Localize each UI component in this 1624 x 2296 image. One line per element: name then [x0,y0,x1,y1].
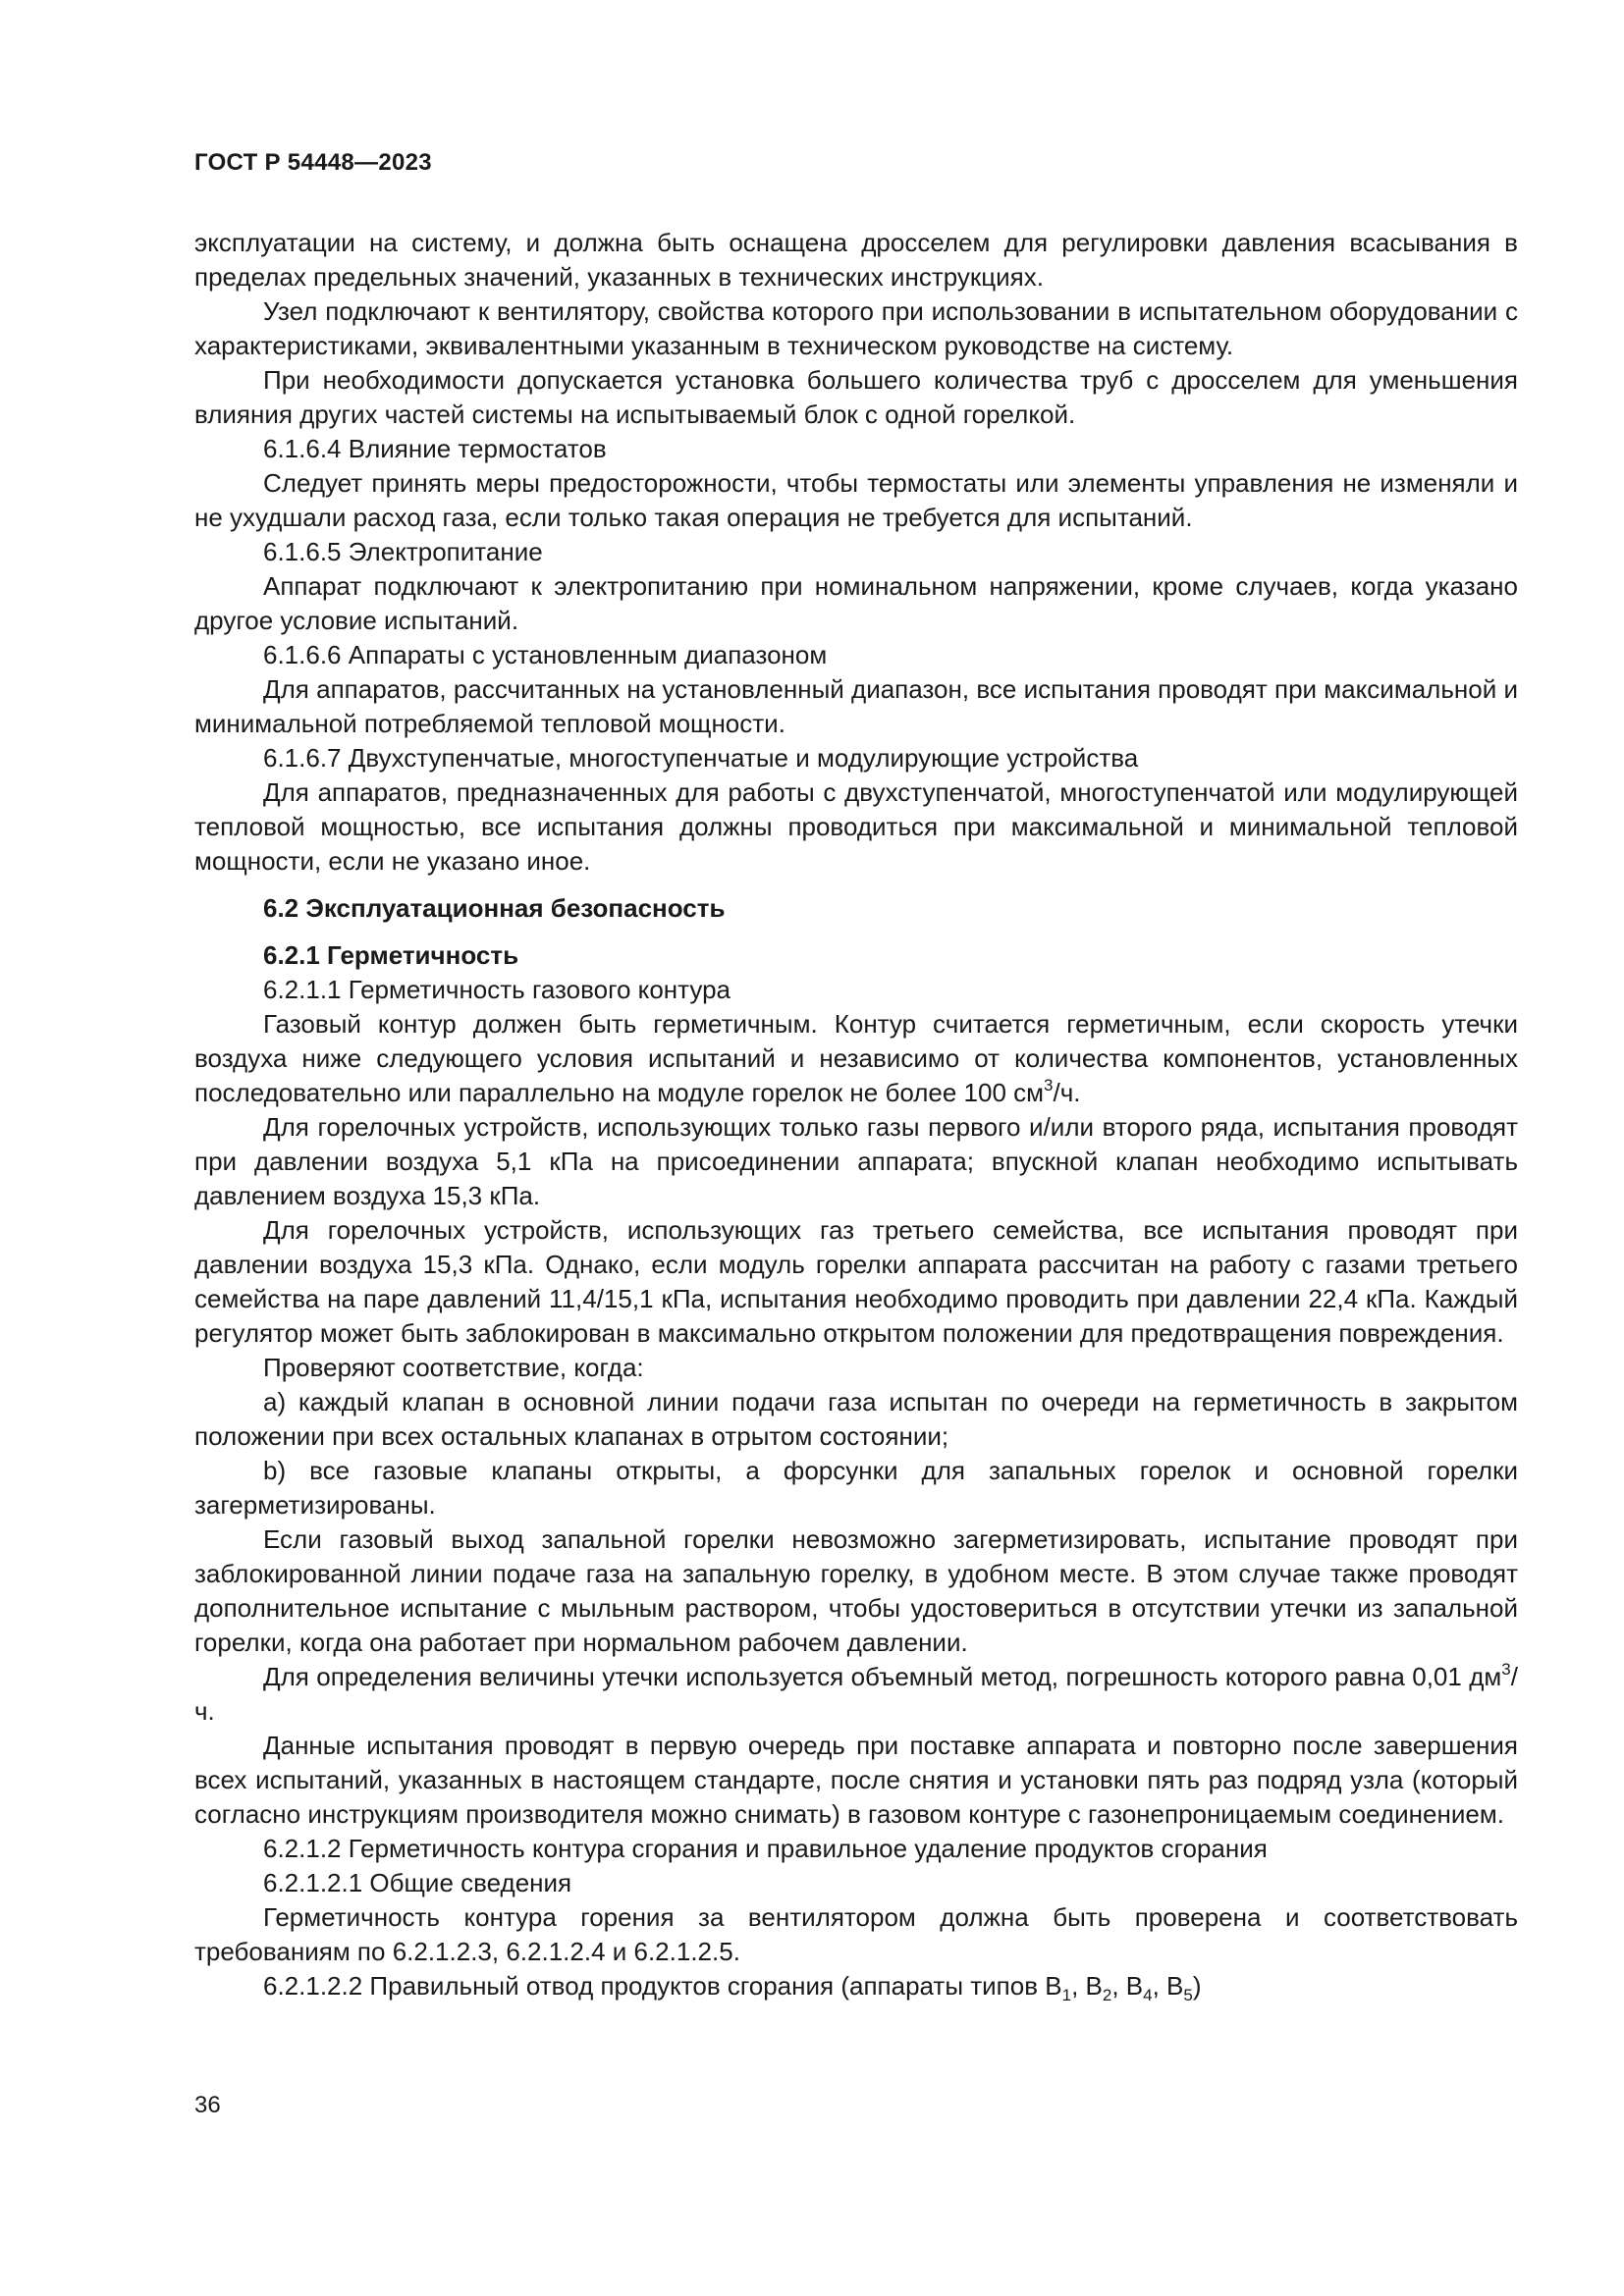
text-run: Для определения величины утечки используется объемный метод, погрешность которого равна 0,01 дм [263,1662,1502,1691]
paragraph: Узел подключают к вентилятору, свойства которого при использовании в испытательном оборудовании с характеристиками, эквивалентными указанным в техническом руководстве на систему. [194,296,1518,360]
clause-heading: 6.1.6.7 Двухступенчатые, многоступенчатые и модулирующие устройства [263,743,1139,773]
subscript: 5 [1183,1986,1193,2004]
list-item: b) все газовые клапаны открыты, а форсунки для запальных горелок и основной горелки загерметизированы. [194,1456,1518,1520]
paragraph: Для аппаратов, предназначенных для работы с двухступенчатой, многоступенчатой или модулирующей тепловой мощностью, все испытания должны проводиться при максимальной и минимальной тепловой мощности, если не указано иное. [194,777,1518,876]
paragraph: Данные испытания проводят в первую очередь при поставке аппарата и повторно после завершения всех испытаний, указанных в настоящем стандарте, после снятия и установки пять раз подряд узла (который согласно инструкциям производителя можно снимать) в газовом контуре с газонепроницаемым соединением. [194,1731,1518,1829]
subscript: 4 [1143,1986,1153,2004]
subscript: 1 [1061,1986,1072,2004]
paragraph: Следует принять меры предосторожности, чтобы термостаты или элементы управления не изменяли и не ухудшали расход газа, если только такая операция не требуется для испытаний. [194,468,1518,532]
text-run: Газовый контур должен быть герметичным. Контур считается герметичным, если скорость утечки воздуха ниже следующего условия испытаний и независимо от количества компонентов, установленных последовательно или параллельно на модуле горелок не более 100 см [194,1009,1518,1107]
page-number: 36 [194,2092,221,2118]
subsection-heading: 6.2.1 Герметичность [263,940,519,970]
clause-heading: 6.2.1.1 Герметичность газового контура [263,975,731,1004]
paragraph: Герметичность контура горения за вентилятором должна быть проверена и соответствовать требованиям по 6.2.1.2.3, 6.2.1.2.4 и 6.2.1.2.5. [194,1902,1518,1966]
clause-heading: 6.2.1.2 Герметичность контура сгорания и правильное удаление продуктов сгорания [263,1834,1268,1863]
paragraph: Для аппаратов, рассчитанных на установленный диапазон, все испытания проводят при максимальной и минимальной потребляемой тепловой мощности. [194,674,1518,738]
superscript: 3 [1044,1076,1054,1095]
section-heading: 6.2 Эксплуатационная безопасность [263,893,726,923]
paragraph: Аппарат подключают к электропитанию при номинальном напряжении, кроме случаев, когда указано другое условие испытаний. [194,571,1518,635]
paragraph [194,1660,1518,1729]
paragraph: Для горелочных устройств, использующих только газы первого и/или второго ряда, испытания проводят при давлении воздуха 5,1 кПа на присоединении аппарата; впускной клапан необходимо испытывать давлением воздуха 15,3 кПа. [194,1112,1518,1210]
paragraph: Для горелочных устройств, использующих газ третьего семейства, все испытания проводят при давлении воздуха 15,3 кПа. Однако, если модуль горелки аппарата рассчитан на работу с газами третьего семейства на паре давлений 11,4/15,1 кПа, испытания необходимо проводить при давлении 22,4 кПа. Каждый регулятор может быть заблокирован в максимально открытом положении для предотвращения повреждения. [194,1215,1518,1348]
clause-heading: 6.1.6.6 Аппараты с установленным диапазоном [263,640,828,669]
clause-heading: 6.1.6.4 Влияние термостатов [263,434,607,463]
text-run: /ч. [1053,1078,1081,1107]
clause-heading: 6.1.6.5 Электропитание [263,537,543,566]
document-header: ГОСТ Р 54448—2023 [194,149,432,176]
superscript: 3 [1501,1660,1511,1679]
paragraph: При необходимости допускается установка большего количества труб с дросселем для уменьшения влияния других частей системы на испытываемый блок с одной горелкой. [194,365,1518,429]
subscript: 2 [1102,1986,1112,2004]
document-body [194,226,1518,2003]
paragraph: Если газовый выход запальной горелки невозможно загерметизировать, испытание проводят при заблокированной линии подаче газа на запальную горелку, в удобном месте. В этом случае также проводят дополнительное испытание с мыльным раствором, чтобы удостовериться в отсутствии утечки из запальной горелки, когда она работает при нормальном рабочем давлении. [194,1524,1518,1657]
clause-heading: 6.2.1.2.1 Общие сведения [263,1868,572,1897]
paragraph: эксплуатации на систему, и должна быть оснащена дросселем для регулировки давления всасывания в пределах предельных значений, указанных в технических инструкциях. [194,228,1518,292]
text-run: /ч. [194,1662,1518,1726]
clause-heading: 6.2.1.2.2 Правильный отвод продуктов сгорания (аппараты типов $B_1$, $B_2$, $B_4$, $B_5$) [263,1971,1202,2004]
paragraph [194,1007,1518,1110]
text-run: 6.2.1.2.2 Правильный отвод продуктов сгорания (аппараты типов B [263,1971,1062,2001]
list-item: a) каждый клапан в основной линии подачи газа испытан по очереди на герметичность в закрытом положении при всех остальных клапанах в отрытом состоянии; [194,1387,1518,1451]
paragraph: Проверяют соответствие, когда: [263,1353,644,1382]
